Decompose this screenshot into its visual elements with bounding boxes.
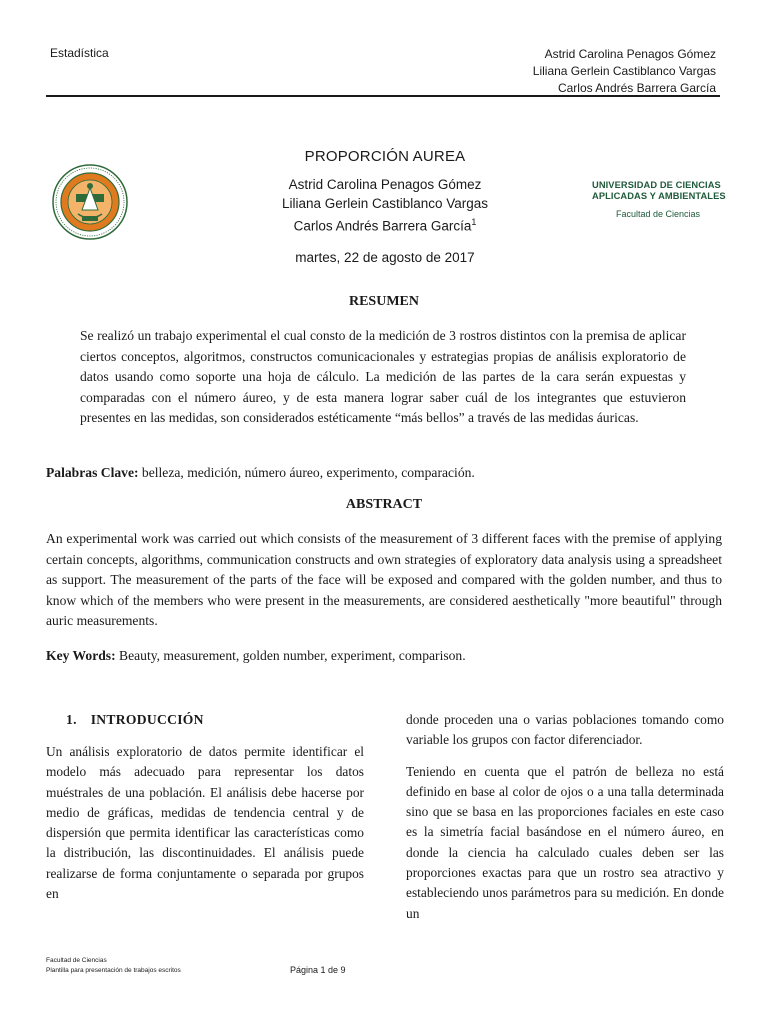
logo-line-2: APLICADAS Y AMBIENTALES bbox=[592, 191, 726, 201]
logo-faculty: Facultad de Ciencias bbox=[616, 209, 701, 219]
title-block bbox=[230, 148, 540, 265]
logo-line-1: UNIVERSIDAD DE CIENCIAS bbox=[592, 180, 721, 190]
paper-title: PROPORCIÓN AUREA bbox=[304, 148, 466, 165]
abstract-text: An experimental work was carried out which consists of the measurement of 3 different faces with the premise of applying certain concepts, algorithms, communication constructs and own strategies of exploratory data analysis using a spreadsheet as support. The measurement of the parts of the face will be exposed and compared with the golden number, and thus to know which of the members who were present in the measurements, are considered aesthetically "more beautiful" through auric measurements. bbox=[46, 531, 722, 628]
footer-faculty: Facultad de Ciencias bbox=[46, 957, 107, 964]
abstract-heading: ABSTRACT bbox=[345, 497, 423, 512]
page-number: Página 1 de 9 bbox=[290, 965, 346, 975]
body-paragraph: Un análisis exploratorio de datos permite identificar el modelo más adecuado para representar los datos muéstrales de una población. El análisis debe hacerse por medio de gráficas, medidas de tendencia central y de dispersión que permita identificar las características como la distribución, las discontinuidades. El análisis puede realizarse de forma conjuntamente o separada por grupos en bbox=[46, 744, 364, 902]
key-words-value: Beauty, measurement, golden number, experiment, comparison. bbox=[115, 648, 466, 663]
palabras-clave-label: Palabras Clave: bbox=[46, 465, 139, 480]
column-left bbox=[46, 710, 364, 915]
palabras-clave-value: belleza, medición, número áureo, experimento, comparación. bbox=[138, 465, 475, 480]
university-seal-icon bbox=[52, 164, 128, 240]
running-header bbox=[0, 0, 768, 100]
running-header-subject: Estadística bbox=[50, 46, 109, 60]
author-name: Liliana Gerlein Castiblanco Vargas bbox=[281, 196, 489, 211]
author-name bbox=[230, 213, 540, 236]
body-paragraph: Teniendo en cuenta que el patrón de belleza no está definido en base al color de ojos o a una talla determinada sino que se basa en las proporciones faciales en este caso es la simetría facial basándose en el número áureo, en donde la ciencia ha calculado cuales deben ser las proporciones exactas para que un rostro sea atractivo y estableciendo unos parámetros para su medición. En donde un bbox=[406, 763, 724, 921]
university-logo bbox=[592, 180, 726, 219]
running-header-author: Liliana Gerlein Castiblanco Vargas bbox=[532, 64, 716, 78]
body-paragraph: donde proceden una o varias poblaciones tomando como variable los grupos con factor diferenciador. bbox=[406, 712, 724, 748]
key-words bbox=[46, 648, 466, 664]
resumen-heading: RESUMEN bbox=[348, 294, 419, 309]
key-words-label: Key Words: bbox=[46, 648, 116, 663]
resumen-text: Se realizó un trabajo experimental el cual consto de la medición de 3 rostros distintos con la premisa de aplicar ciertos conceptos, algoritmos, constructos comunicacionales y estrategias propias de análisis exploratorio de datos usando como soporte una hoja de cálculo. La medición de las partes de la cara serán expuestas y comparadas con el número áureo, y de esta manera lograr saber cuál de los integrantes que estuvieron presentes en las medidas, son considerados estéticamente “más bellos” a través de las medidas áuricas. bbox=[80, 328, 686, 425]
running-header-authors bbox=[533, 46, 716, 97]
footer-left bbox=[46, 956, 181, 976]
footnote-mark: 1 bbox=[471, 217, 477, 227]
running-header-author: Astrid Carolina Penagos Gómez bbox=[544, 47, 716, 61]
column-right bbox=[406, 710, 724, 935]
author-name-text: Carlos Andrés Barrera García bbox=[293, 218, 472, 234]
author-name: Astrid Carolina Penagos Gómez bbox=[288, 177, 482, 192]
header-rule bbox=[46, 95, 720, 97]
running-header-author: Carlos Andrés Barrera García bbox=[557, 81, 716, 95]
introduccion-heading: 1. INTRODUCCIÓN bbox=[66, 712, 204, 727]
publication-date: martes, 22 de agosto de 2017 bbox=[295, 249, 475, 265]
palabras-clave bbox=[46, 465, 475, 481]
footer-template: Plantilla para presentación de trabajos escritos bbox=[46, 967, 181, 974]
